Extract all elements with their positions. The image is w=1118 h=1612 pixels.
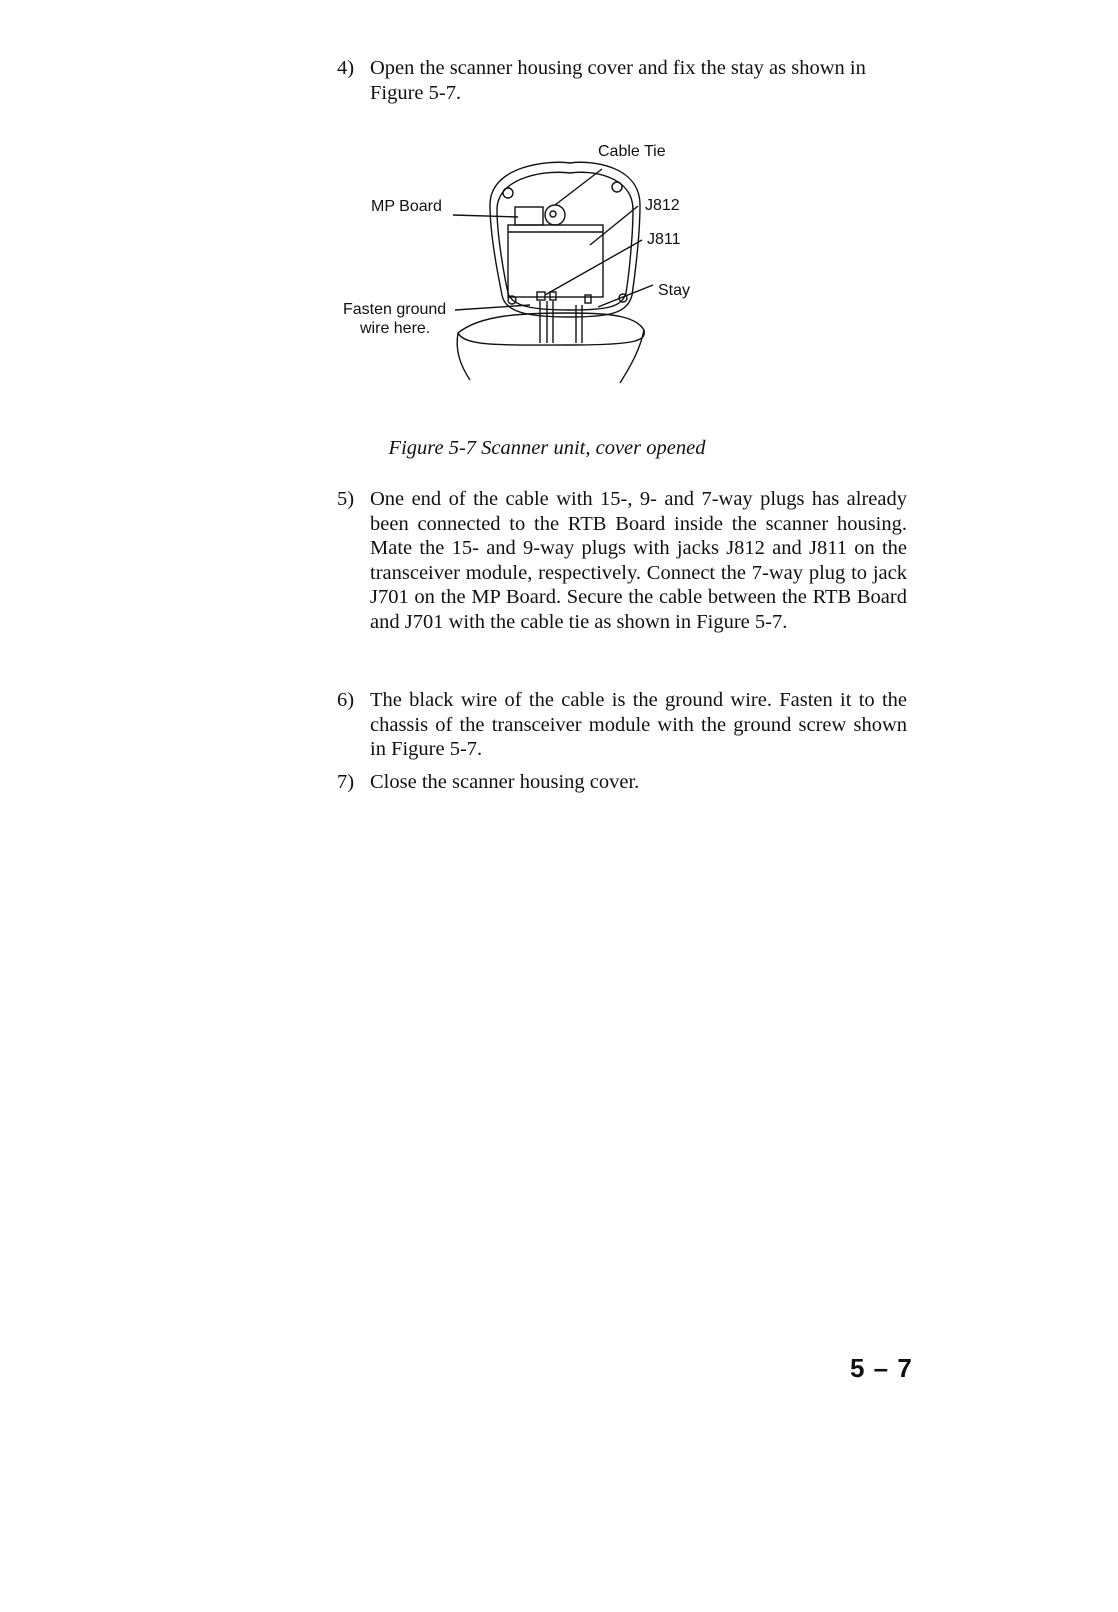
label-fasten-ground: Fasten ground: [343, 301, 447, 318]
step-number: 5): [337, 488, 355, 510]
step-text: Open the scanner housing cover and fix the stay as shown in Figure 5-7.: [370, 57, 866, 104]
label-cable-tie: Cable Tie: [598, 143, 666, 160]
step-text: The black wire of the cable is the ground wire. Fasten it to the chassis of the transceiver module with the ground screw shown in Figure 5-7.: [370, 689, 907, 761]
scanner-unit-drawing: [340, 135, 740, 405]
step-text: One end of the cable with 15-, 9- and 7-way plugs has already been connected to the RTB Board inside the scanner housing. Mate the 15- and 9-way plugs with jacks J812 and J811 on the transceiver module, respectively. Connect the 7-way plug to jack J701 on the MP Board. Secure the cable between the RTB Board and J701 with the cable tie as shown in Figure 5-7.: [370, 488, 907, 633]
step-number: 6): [337, 689, 355, 711]
label-j812: J812: [645, 197, 680, 214]
step-number: 7): [337, 771, 355, 793]
label-j811: J811: [647, 231, 681, 248]
step-number: 4): [337, 57, 355, 79]
page-number: 5 – 7: [850, 1353, 913, 1383]
label-stay: Stay: [658, 282, 691, 299]
label-wire-here: wire here.: [360, 320, 431, 337]
label-mp-board: MP Board: [371, 198, 442, 215]
step-text: Close the scanner housing cover.: [370, 771, 640, 793]
figure-caption: Figure 5-7 Scanner unit, cover opened: [388, 437, 706, 459]
scanner-figure: [340, 135, 740, 405]
